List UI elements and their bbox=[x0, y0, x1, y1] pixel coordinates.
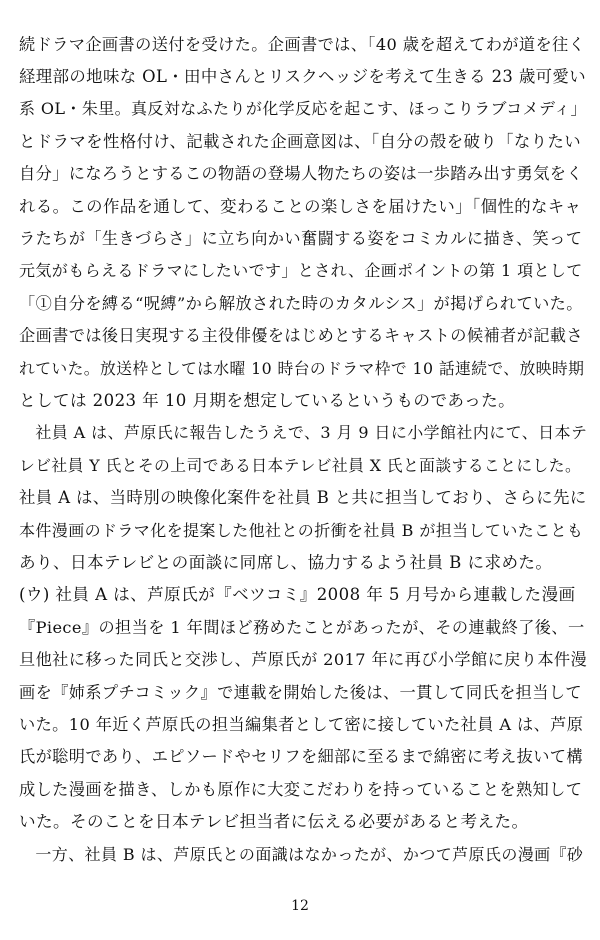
text-line: としては 2023 年 10 月期を想定しているというものであった。 bbox=[19, 391, 516, 410]
text-line: 画を『姉系プチコミック』で連載を開始した後は、一貫して同氏を担当して bbox=[19, 683, 583, 702]
text-line: 経理部の地味な OL・田中さんとリスクヘッジを考えて生きる 23 歳可愛い bbox=[19, 67, 586, 86]
text-line: (ウ) 社員 A は、芦原氏が『ベツコミ』2008 年 5 月号から連載した漫画 bbox=[19, 585, 576, 604]
text-line: 元気がもらえるドラマにしたいです」とされ、企画ポイントの第 1 項として bbox=[19, 261, 583, 280]
text-line: 自分」になろうとするこの物語の登場人物たちの姿は一歩踏み出す勇気をく bbox=[19, 164, 583, 183]
text-line: 社員 A は、芦原氏に報告したうえで、3 月 9 日に小学館社内にて、日本テ bbox=[19, 423, 588, 442]
text-line: 旦他社に移った同氏と交渉し、芦原氏が 2017 年に再び小学館に戻り本件漫 bbox=[19, 650, 588, 669]
text-line: 社員 A は、当時別の映像化案件を社員 B と共に担当しており、さらに先に bbox=[19, 488, 587, 507]
text-line: あり、日本テレビとの面談に同席し、協力するよう社員 B に求めた。 bbox=[19, 553, 553, 572]
page-number: 12 bbox=[291, 898, 309, 914]
text-line: れる。この作品を通して、変わることの楽しさを届けたい」「個性的なキャ bbox=[19, 197, 582, 216]
text-line: ラたちが「生きづらさ」に立ち向かい奮闘する姿をコミカルに描き、笑って bbox=[19, 229, 583, 248]
text-line: レビ社員 Y 氏とその上司である日本テレビ社員 X 氏と面談することにした。 bbox=[19, 456, 582, 475]
text-line: 本件漫画のドラマ化を提案した他社との折衝を社員 B が担当していたことも bbox=[19, 521, 584, 540]
text-line: 「①自分を縛る“呪縛”から解放された時のカタルシス」が掲げられていた。 bbox=[19, 294, 583, 313]
text-line: 系 OL・朱里。真反対なふたりが化学反応を起こす、ほっこりラブコメディ」 bbox=[19, 99, 587, 118]
text-line: 一方、社員 B は、芦原氏との面識はなかったが、かつて芦原氏の漫画『砂 bbox=[19, 845, 584, 864]
text-line: 氏が聡明であり、エピソードやセリフを細部に至るまで綿密に考え抜いて構 bbox=[19, 747, 583, 766]
text-line: とドラマを性格付け、記載された企画意図は、「自分の殻を破り「なりたい bbox=[19, 132, 582, 151]
text-line: 続ドラマ企画書の送付を受けた。企画書では、「40 歳を超えてわが道を往く bbox=[19, 35, 586, 54]
text-line: 『Piece』の担当を 1 年間ほど務めたことがあったが、その連載終了後、一 bbox=[19, 618, 585, 637]
text-line: 企画書では後日実現する主役俳優をはじめとするキャストの候補者が記載さ bbox=[19, 326, 583, 345]
text-line: いた。10 年近く芦原氏の担当編集者として密に接していた社員 A は、芦原 bbox=[19, 715, 584, 734]
text-line: れていた。放送枠としては水曜 10 時台のドラマ枠で 10 話連続で、放映時期 bbox=[19, 359, 585, 378]
text-line: いた。そのことを日本テレビ担当者に伝える必要があると考えた。 bbox=[19, 812, 529, 831]
text-line: 成した漫画を描き、しかも原作に大変こだわりを持っていることを熟知して bbox=[19, 780, 583, 799]
